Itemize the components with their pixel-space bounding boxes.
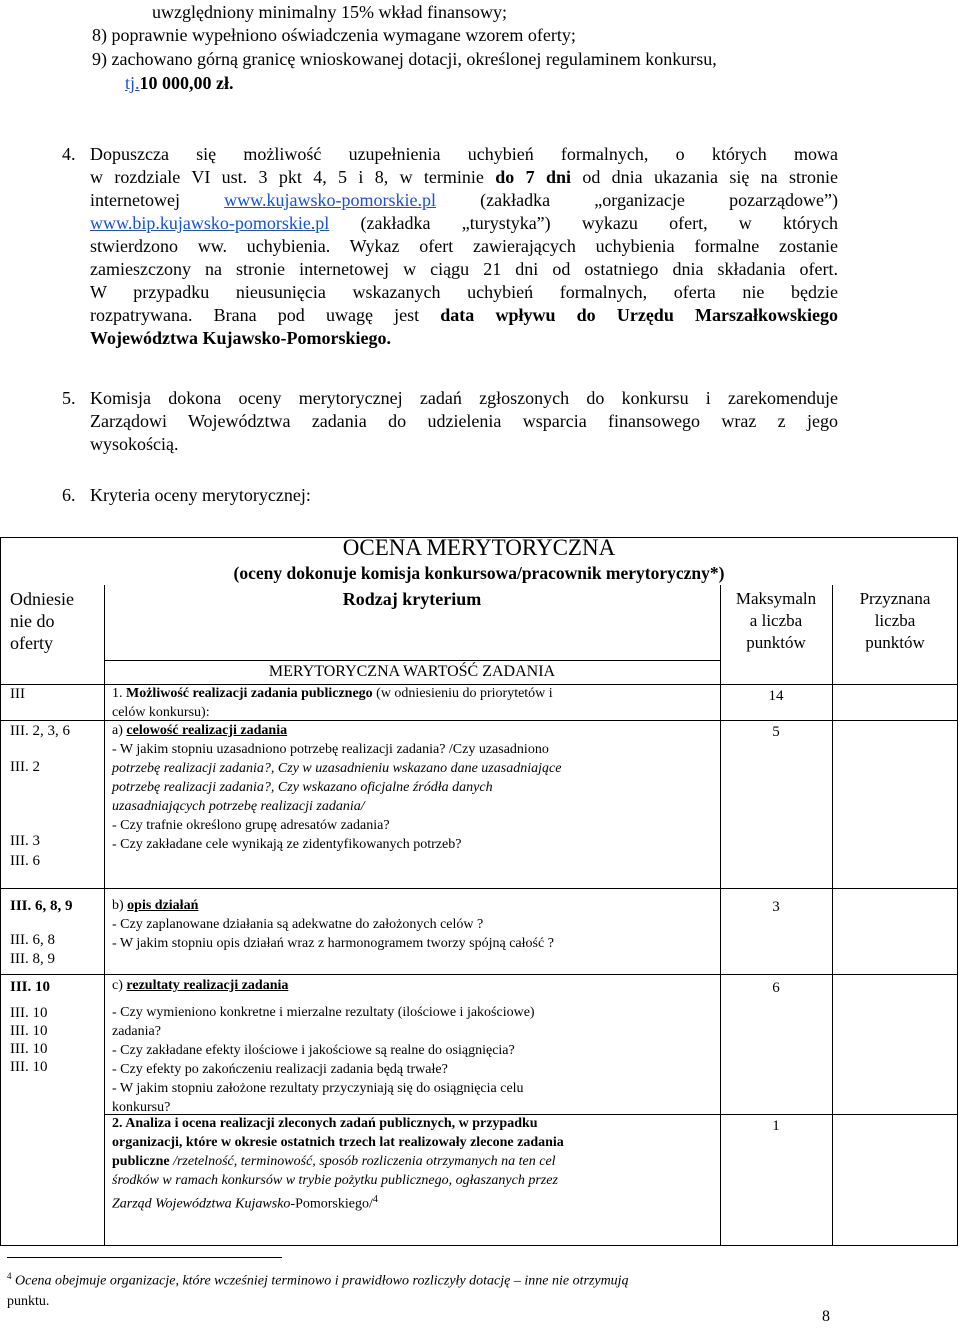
section-heading: MERYTORYCZNA WARTOŚĆ ZADANIA (268, 663, 556, 680)
para4-line: rozpatrywana. Brana pod uwagę jest data wpływu do Urzędu Marszałkowskiego (90, 305, 838, 325)
header-max-points: Maksymaln a liczba punktów (735, 589, 817, 652)
list-item-continuation: uwzględniony minimalny 15% wkład finansowy; (152, 2, 507, 22)
footnote-ref: 4 (372, 1194, 378, 1205)
para4-line: internetowej www.kujawsko-pomorskie.pl (zakładka „organizacje pozarządowe”) (90, 190, 839, 210)
row-divider (0, 888, 958, 889)
para6-text: Kryteria oceny merytorycznej: (90, 485, 311, 505)
footnote-separator (7, 1257, 282, 1258)
max-points: 3 (772, 899, 780, 915)
criterion-c: c) rezultaty realizacji zadania - Czy wymieniono konkretne i mierzalne rezultaty (ilościowe i jakościowe) zadania? - Czy zakładane efekty ilościowe i jakościowe są realne do osiągnięcia? - Czy efekty po zakończeniu realizacji zadania będą trwałe? - W jakim stopniu założone rezultaty przyczyniają się do osiągnięcia celu konkursu? (112, 978, 535, 1115)
para4-number: 4. (62, 144, 76, 164)
para4-line: stwierdzono ww. uchybienia. Wykaz ofert zawierających uchybienia formalne zostanie (90, 236, 838, 256)
list-item-9-amount (125, 72, 234, 95)
max-points: 6 (772, 980, 780, 996)
para4-line: Województwa Kujawsko-Pomorskiego. (90, 328, 391, 348)
page-number: 8 (822, 1308, 830, 1325)
table-subtitle: (oceny dokonuje komisja konkursowa/pracownik merytoryczny*) (233, 563, 725, 583)
footnote: $^4$ Ocena obejmuje organizacje, które wcześniej terminowo i prawidłowo rozliczyły dotację – inne nie otrzymują punktu. (7, 1271, 629, 1309)
ref-cell: III (10, 686, 25, 702)
header-criterion: Rodzaj kryterium (342, 589, 482, 609)
ref-cell: III. 10 III. 10 III. 10 III. 10 III. 10 (10, 979, 51, 1075)
table-title: OCENA MERYTORYCZNA (342, 535, 616, 560)
list-item-9: 9) zachowano górną granicę wnioskowanej dotacji, określonej regulaminem konkursu, (92, 49, 717, 69)
para6-number: 6. (62, 485, 76, 505)
criterion-1: 1. Możliwość realizacji zadania publicznego (w odniesieniu do priorytetów i celów konkursu): (112, 686, 553, 720)
para5-number: 5. (62, 388, 76, 408)
para5-body: Komisja dokona oceny merytorycznej zadań zgłoszonych do konkursu i zarekomenduje Zarządowi Województwa zadania do udzielenia wsparcia finansowego wraz z jego wysokością. (90, 388, 838, 454)
header-awarded-points: Przyznana liczba punktów (859, 589, 931, 652)
criterion-b: b) opis działań - Czy zaplanowane działania są adekwatne do założonych celów ? - W jakim stopniu opis działań wraz z harmonogramem tworzy spójną całość ? (112, 898, 554, 951)
tj-link[interactable]: tj. (125, 73, 140, 93)
para4-line: zamieszczony na stronie internetowej w ciągu 21 dni od ostatniego dnia składania ofert. (90, 259, 838, 279)
para4-line: Dopuszcza się możliwość uzupełnienia uchybień formalnych, o których mowa (90, 144, 838, 164)
header-reference: Odniesie nie do oferty (10, 589, 74, 653)
list-item-8: 8) poprawnie wypełniono oświadczenia wymagane wzorem oferty; (92, 25, 576, 45)
para4-line: www.bip.kujawsko-pomorskie.pl (zakładka „turystyka”) wykazu ofert, w których (90, 213, 838, 233)
max-points: 5 (772, 724, 780, 740)
max-points: 1 (772, 1118, 780, 1134)
kujawsko-pomorskie-link[interactable]: www.kujawsko-pomorskie.pl (224, 190, 436, 210)
para4-line: w rozdziale VI ust. 3 pkt 4, 5 i 8, w terminie do 7 dni od dnia ukazania się na stronie (90, 167, 838, 187)
criterion-a: a) celowość realizacji zadania - W jakim stopniu uzasadniono potrzebę realizacji zadania? /Czy uzasadniono potrzebę realizacji zadania?, Czy w uzasadnieniu wskazano dane uzasadniające potrzebę realizacji zadania?, Czy wskazano oficjalne źródła danych uzasadniających potrzebę realizacji zadania/ - Czy trafnie określono grupę adresatów zadania? - Czy zakładane cele wynikają ze zidentyfikowanych potrzeb? (112, 723, 562, 852)
ref-cell: III. 6, 8, 9 III. 6, 8 III. 8, 9 (10, 898, 73, 967)
max-points: 14 (768, 688, 784, 704)
criterion-2: 2. Analiza i ocena realizacji zleconych zadań publicznych, w przypadku organizacji, które w okresie ostatnich trzech lat realizowały zlecone zadania publiczne /rzetelność, terminowość, sposób rozliczenia otrzymanych na ten cel środków w ramach konkursów w trybie pożytku publicznego, ogłaszanych przez Zarząd Województwa Kujawsko-Pomorskiego/$^4$ (112, 1116, 564, 1212)
row-divider (0, 974, 958, 975)
para4-body (90, 143, 838, 350)
para4-line: W przypadku nieusunięcia wskazanych uchybień formalnych, oferta nie będzie (90, 282, 838, 302)
amount-text: 10 000,00 zł. (139, 73, 234, 93)
bip-link[interactable]: www.bip.kujawsko-pomorskie.pl (90, 213, 330, 233)
